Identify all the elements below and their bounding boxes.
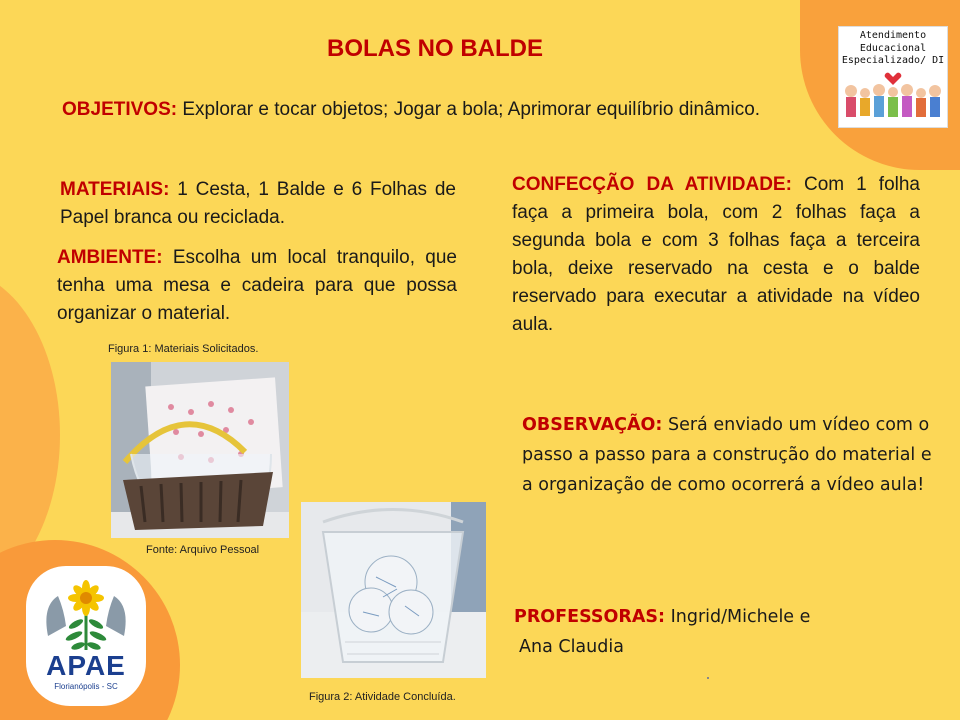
figura2-photo bbox=[301, 502, 486, 678]
observacao-label: OBSERVAÇÃO: bbox=[522, 415, 663, 435]
aee-logo-line1: Atendimento bbox=[859, 30, 927, 41]
apae-flower-hands-icon bbox=[26, 566, 146, 656]
confeccao-paragraph bbox=[512, 171, 920, 339]
apae-logo bbox=[26, 566, 146, 706]
professoras-line1: Ingrid/Michele e bbox=[665, 607, 811, 627]
figura2-caption: Figura 2: Atividade Concluída. bbox=[309, 691, 456, 703]
aee-logo-line2: Educacional bbox=[859, 42, 927, 54]
decor-dot bbox=[707, 677, 709, 679]
apae-city: Florianópolis - SC bbox=[54, 682, 118, 691]
figura1-photo bbox=[111, 362, 289, 538]
children-illustration-icon bbox=[839, 27, 947, 127]
ambiente-text: Escolha um local tranquilo, que tenha uma mesa e cadeira para que possa organizar o material. bbox=[57, 247, 457, 324]
aee-logo bbox=[838, 26, 948, 128]
observacao-text: Será enviado um vídeo com o passo a passo para a construção do material e a organização de como ocorrerá a vídeo aula! bbox=[522, 415, 932, 495]
professoras-paragraph bbox=[514, 602, 874, 662]
objetivos-label: OBJETIVOS: bbox=[62, 99, 178, 120]
ambiente-label: AMBIENTE: bbox=[57, 247, 163, 268]
materiais-text: 1 Cesta, 1 Balde e 6 Folhas de Papel branca ou reciclada. bbox=[60, 179, 456, 228]
observacao-paragraph bbox=[522, 410, 942, 500]
aee-logo-line3: Especializado/ DI bbox=[841, 55, 945, 66]
materiais-label: MATERIAIS: bbox=[60, 179, 170, 200]
objetivos-text: Explorar e tocar objetos; Jogar a bola; Aprimorar equilíbrio dinâmico. bbox=[177, 99, 761, 120]
professoras-label: PROFESSORAS: bbox=[514, 607, 666, 627]
figura1-caption: Figura 1: Materiais Solicitados. bbox=[108, 343, 259, 355]
page-title: BOLAS NO BALDE bbox=[327, 35, 543, 62]
bucket-with-paper-balls-image bbox=[301, 502, 486, 678]
confeccao-text: Com 1 folha faça a primeira bola, com 2 folhas faça a segunda bola e com 3 folhas faça a terceira bola, deixe reservado na cesta e o balde reservado para executar a atividade na vídeo aula. bbox=[512, 174, 920, 335]
ambiente-paragraph bbox=[57, 244, 457, 328]
apae-name: APAE bbox=[46, 650, 126, 681]
figura1-source: Fonte: Arquivo Pessoal bbox=[146, 544, 260, 556]
confeccao-label: CONFECÇÃO DA ATIVIDADE: bbox=[512, 174, 792, 195]
professoras-line2: Ana Claudia bbox=[519, 637, 624, 657]
objetivos-paragraph bbox=[62, 96, 784, 124]
basket-materials-image bbox=[111, 362, 289, 538]
materiais-paragraph bbox=[60, 176, 456, 232]
